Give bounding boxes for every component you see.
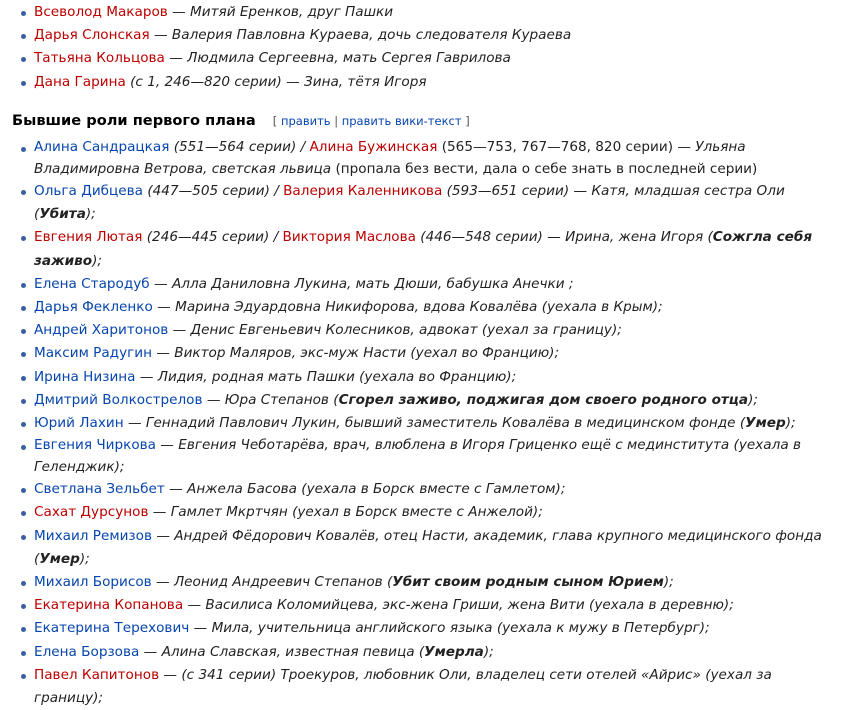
separator: —: [168, 322, 191, 339]
role-desc: Алина Славская, известная певица (: [161, 643, 425, 660]
list-item: [18, 525, 838, 571]
list-item: [18, 435, 838, 478]
actor-link[interactable]: Ирина Низина: [34, 368, 136, 385]
actor-link[interactable]: Павел Капитонов: [34, 666, 160, 683]
list-item: [18, 389, 838, 412]
separator: —: [123, 415, 146, 432]
separator: —: [281, 73, 305, 90]
separator: —: [152, 345, 175, 362]
episodes-note: (с 1, 246—820 серии): [125, 73, 282, 90]
list-item: [18, 342, 838, 365]
role-text: Анжела Басова (уехала в Борск вместе с Гамлетом);: [187, 481, 566, 498]
actor-link[interactable]: Дмитрий Волкострелов: [34, 391, 203, 408]
actor-link[interactable]: Ольга Дибцева: [34, 183, 143, 199]
fate-bold: Сожгла себя заживо: [34, 229, 813, 269]
actor-link[interactable]: Татьяна Кольцова: [34, 50, 165, 67]
role-desc: Леонид Андреевич Степанов (: [173, 574, 393, 591]
actor-link[interactable]: Михаил Борисов: [34, 574, 152, 591]
role-tail: );: [92, 252, 102, 269]
actor-link[interactable]: Михаил Ремизов: [34, 527, 152, 544]
actor-link[interactable]: Елена Борзова: [34, 643, 140, 660]
actor-link[interactable]: Сахат Дурсунов: [34, 504, 149, 521]
bracket-close: ]: [465, 114, 470, 128]
role-tail: );: [85, 206, 96, 223]
list-item: [18, 412, 838, 435]
actor-link[interactable]: Елена Стародуб: [34, 275, 150, 292]
actor-link[interactable]: Екатерина Копанова: [34, 597, 184, 614]
edit-separator: |: [334, 114, 339, 128]
role-text: (с 341 серии) Троекуров, любовник Оли, владелец сети отелей «Айрис» (уехал за границу);: [34, 666, 772, 707]
separator: —: [183, 597, 206, 614]
fate-bold: Умер: [39, 550, 80, 567]
role-tail: );: [79, 550, 90, 567]
list-item: [18, 137, 838, 180]
actor-link[interactable]: Всеволод Макаров: [34, 4, 168, 20]
separator: —: [135, 368, 158, 385]
actor-link-2[interactable]: Виктория Маслова: [282, 229, 416, 246]
list-item: [18, 273, 838, 296]
role-text: Мила, учительница английского языка (уехала к мужу в Петербург);: [211, 620, 710, 637]
list-item: [18, 617, 838, 640]
actor-link[interactable]: Алина Сандрацкая: [34, 139, 170, 155]
role-text: Марина Эдуардовна Никифорова, вдова Ковалёва (уехала в Крым);: [175, 299, 663, 316]
list-item: [18, 478, 838, 501]
actor-link[interactable]: Дарья Фекленко: [34, 299, 153, 316]
episodes-note-2: (446—548 серии) —: [415, 229, 566, 246]
list-item: [18, 594, 838, 617]
role-text: [174, 574, 674, 590]
list-item: [18, 1, 838, 24]
role-text: [225, 392, 758, 408]
separator: —: [164, 481, 188, 498]
role-text: Ульяна Владимировна Ветрова, светская львица: [34, 139, 746, 177]
separator: —: [149, 275, 172, 292]
role-text: Валерия Павловна Кураева, дочь следователя Кураева: [171, 27, 572, 44]
list-item: [18, 226, 838, 272]
list-item: [18, 641, 838, 664]
role-text: [146, 415, 796, 431]
list-item: [18, 501, 838, 524]
actor-link[interactable]: Максим Радугин: [34, 345, 152, 362]
actor-link-2[interactable]: Алина Бужинская: [309, 139, 438, 155]
role-text: Митяй Еренков, друг Пашки: [190, 4, 394, 20]
role-tail: );: [785, 415, 796, 432]
actor-link[interactable]: Евгения Чиркова: [34, 437, 156, 454]
separator: —: [152, 527, 175, 544]
separator: —: [149, 27, 172, 44]
separator: —: [151, 574, 174, 591]
list-item: [18, 366, 838, 389]
actor-link-2[interactable]: Валерия Каленникова: [283, 183, 443, 199]
fate-bold: Убита: [39, 206, 86, 223]
list-item: [18, 319, 838, 342]
role-text: [162, 644, 494, 660]
separator: —: [152, 299, 176, 316]
separator: —: [148, 504, 171, 521]
separator: —: [164, 50, 188, 67]
actor-link[interactable]: Андрей Харитонов: [34, 322, 169, 339]
fate-bold: Умерла: [424, 643, 484, 660]
list-item: [18, 571, 838, 594]
separator: —: [159, 666, 182, 683]
list-item: [18, 664, 838, 710]
role-text: Евгения Чеботарёва, врач, влюблена в Игоря Гриценко ещё с мединститута (уехала в Геленджик);: [34, 437, 801, 475]
role-text: Денис Евгеньевич Колесников, адвокат (уехал за границу);: [190, 322, 622, 339]
role-desc: Ирина, жена Игоря (: [565, 229, 713, 246]
fate-text: (пропала без вести, дала о себе знать в последней серии): [331, 160, 758, 177]
episodes-note: (246—445 серии) /: [142, 229, 283, 246]
edit-wikitext-link[interactable]: править вики-текст: [341, 114, 462, 128]
role-text: Гамлет Мкртчян (уехал в Борск вместе с Анжелой);: [170, 504, 543, 521]
cast-list-current: [18, 1, 838, 94]
role-text: Виктор Маляров, экс-муж Насти (уехал во Францию);: [174, 345, 560, 362]
cast-list-former: [18, 137, 838, 710]
role-text: Лидия, родная мать Пашки (уехала во Францию);: [157, 368, 517, 385]
episodes-note-2: (593—651 серии) —: [442, 183, 592, 199]
section-heading-row: [12, 110, 470, 129]
fate-bold: Сгорел заживо, поджигая дом своего родного отца: [338, 391, 749, 408]
separator: —: [189, 620, 212, 637]
list-item: [18, 47, 838, 70]
fate-bold: Умер: [745, 415, 786, 432]
list-item: [18, 24, 838, 47]
role-desc: Андрей Фёдорович Ковалёв, отец Насти, академик, глава крупного медицинского фонда (: [34, 527, 822, 567]
actor-link[interactable]: Екатерина Терехович: [34, 620, 190, 637]
separator: —: [155, 437, 179, 454]
actor-link[interactable]: Евгения Лютая: [34, 229, 143, 246]
actor-link[interactable]: Юрий Лахин: [34, 415, 124, 432]
role-desc: Геннадий Павлович Лукин, бывший заместитель Ковалёва в медицинском фонде (: [145, 415, 746, 432]
fate-bold: Убит своим родным сыном Юрием: [392, 574, 664, 591]
list-item: [18, 296, 838, 319]
separator: —: [202, 391, 225, 408]
actor-link[interactable]: Дарья Слонская: [34, 27, 150, 44]
role-text: Зина, тётя Игоря: [304, 73, 427, 90]
edit-link[interactable]: править: [280, 114, 331, 128]
section-title: Бывшие роли первого плана: [12, 112, 256, 129]
actor-link[interactable]: Светлана Зельбет: [34, 481, 165, 498]
edit-links: [273, 114, 470, 128]
role-desc: Юра Степанов (: [224, 391, 339, 408]
actor-link[interactable]: Дана Гарина: [34, 73, 126, 90]
bracket-open: [: [272, 114, 278, 128]
role-desc: Катя, младшая сестра Оли (: [34, 183, 785, 223]
list-item: [18, 180, 838, 226]
episodes-note-2: (565—753, 767—768, 820 серии) —: [437, 139, 696, 155]
episodes-note: (551—564 серии) /: [169, 139, 310, 155]
episodes-note: (447—505 серии) /: [143, 183, 284, 199]
role-tail: );: [748, 391, 758, 408]
role-text: Людмила Сергеевна, мать Сергея Гаврилова: [187, 50, 511, 67]
separator: —: [167, 4, 191, 20]
list-item: [18, 71, 838, 94]
role-tail: );: [483, 643, 494, 660]
role-tail: );: [663, 574, 674, 591]
role-text: Алла Даниловна Лукина, мать Дюши, бабушка Анечки ;: [171, 275, 574, 292]
role-text: Василиса Коломийцева, экс-жена Гриши, жена Вити (уехала в деревню);: [205, 597, 734, 614]
separator: —: [139, 643, 162, 660]
